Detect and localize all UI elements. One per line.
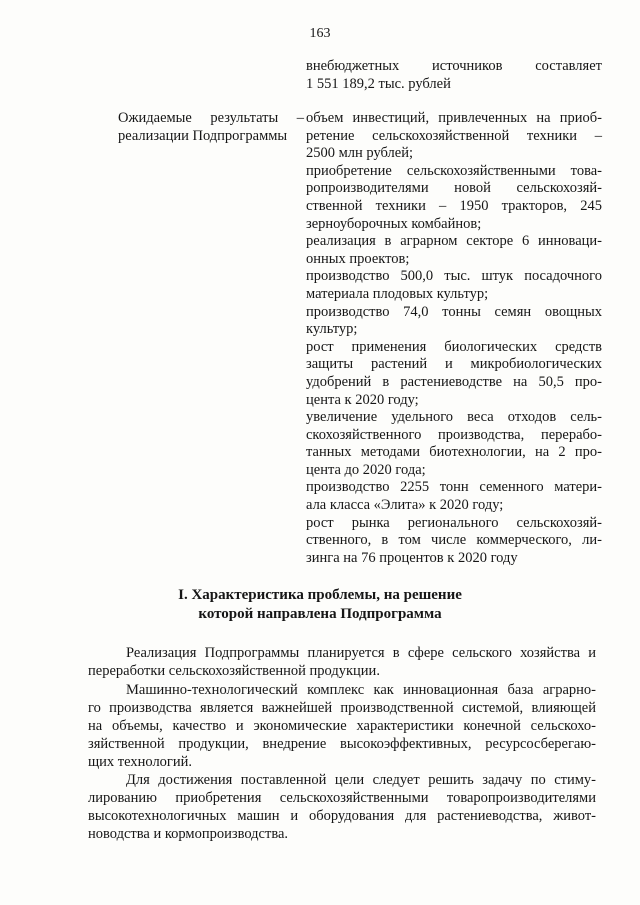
text-line: го производства является важнейшей производственной системой, влияющей <box>88 700 596 716</box>
heading-line: которой направлена Подпрограмма <box>198 605 442 622</box>
text-line: новодства и кормопроизводства. <box>88 826 289 842</box>
text-line: производство 500,0 тыс. штук посадочного <box>306 268 602 285</box>
text-line: скохозяйственного производства, перерабо- <box>306 426 602 443</box>
text-line: Ожидаемые результаты – <box>118 110 304 126</box>
section-heading <box>0 586 640 623</box>
text-line: зинга на 76 процентов к 2020 году <box>306 549 518 566</box>
paragraph <box>88 771 596 843</box>
text-line: щих технологий. <box>88 754 193 770</box>
text-line: ала класса «Элита» к 2020 году; <box>306 497 504 514</box>
text-line: зяйственной продукции, внедрение высокоэффективных, ресурсосберегаю- <box>88 736 596 752</box>
funding-continuation <box>306 58 602 93</box>
text-line: 2500 млн рублей; <box>306 145 414 162</box>
text-line: высокотехнологичных машин и оборудования для растениеводства, живот- <box>88 808 596 824</box>
text-line: онных проектов; <box>306 250 410 267</box>
text-line: культур; <box>306 321 358 338</box>
text-line: лированию приобретения сельскохозяйственными товаропроизводителями <box>88 790 596 806</box>
text-line: производство 74,0 тонны семян овощных <box>306 303 602 320</box>
text-line: приобретение сельскохозяйственными това- <box>306 162 602 179</box>
page-number: 163 <box>309 26 331 41</box>
text-line: ственной техники – 1950 тракторов, 245 <box>306 197 602 214</box>
text-line: внебюджетных источников составляет <box>306 58 602 74</box>
text-line: ретение сельскохозяйственной техники – <box>306 127 602 144</box>
text-line: объем инвестиций, привлеченных на приоб- <box>306 110 602 126</box>
text-line: рост применения биологических средств <box>306 338 602 355</box>
text-line: производство 2255 тонн семенного матери- <box>306 479 602 496</box>
text-line: ственного, в том числе коммерческого, ли- <box>306 532 602 549</box>
text-line: цента до 2020 года; <box>306 461 426 478</box>
text-line: на объемы, качество и экономические характеристики конечной сельскохо- <box>88 718 596 734</box>
results-label <box>118 110 304 145</box>
text-line: материала плодовых культур; <box>306 285 489 302</box>
text-line: танных методами биотехнологии, на 2 про- <box>306 444 602 461</box>
text-line: увеличение удельного веса отходов сель- <box>306 409 602 426</box>
text-line: ропроизводителями новой сельскохозяй- <box>306 180 602 197</box>
text-line: реализации Подпрограммы <box>118 127 288 144</box>
paragraph <box>88 681 596 771</box>
heading-line: I. Характеристика проблемы, на решение <box>178 587 462 603</box>
text-line: Машинно-технологический комплекс как инновационная база аграрно- <box>126 682 596 698</box>
paragraph <box>88 644 596 680</box>
text-line: Для достижения поставленной цели следует решить задачу по стиму- <box>126 772 596 788</box>
text-line: зерноуборочных комбайнов; <box>306 215 482 232</box>
text-line: Реализация Подпрограммы планируется в сфере сельского хозяйства и <box>126 645 596 661</box>
text-line: рост рынка регионального сельскохозяй- <box>306 514 602 531</box>
text-line: реализация в аграрном секторе 6 инноваци- <box>306 233 602 250</box>
text-line: цента к 2020 году; <box>306 391 419 408</box>
text-line: 1 551 189,2 тыс. рублей <box>306 75 451 92</box>
text-line: удобрений в растениеводстве на 50,5 про- <box>306 373 602 390</box>
text-line: переработки сельскохозяйственной продукции. <box>88 663 380 679</box>
text-line: защиты растений и микробиологических <box>306 356 602 373</box>
expected-results-list <box>306 110 602 567</box>
